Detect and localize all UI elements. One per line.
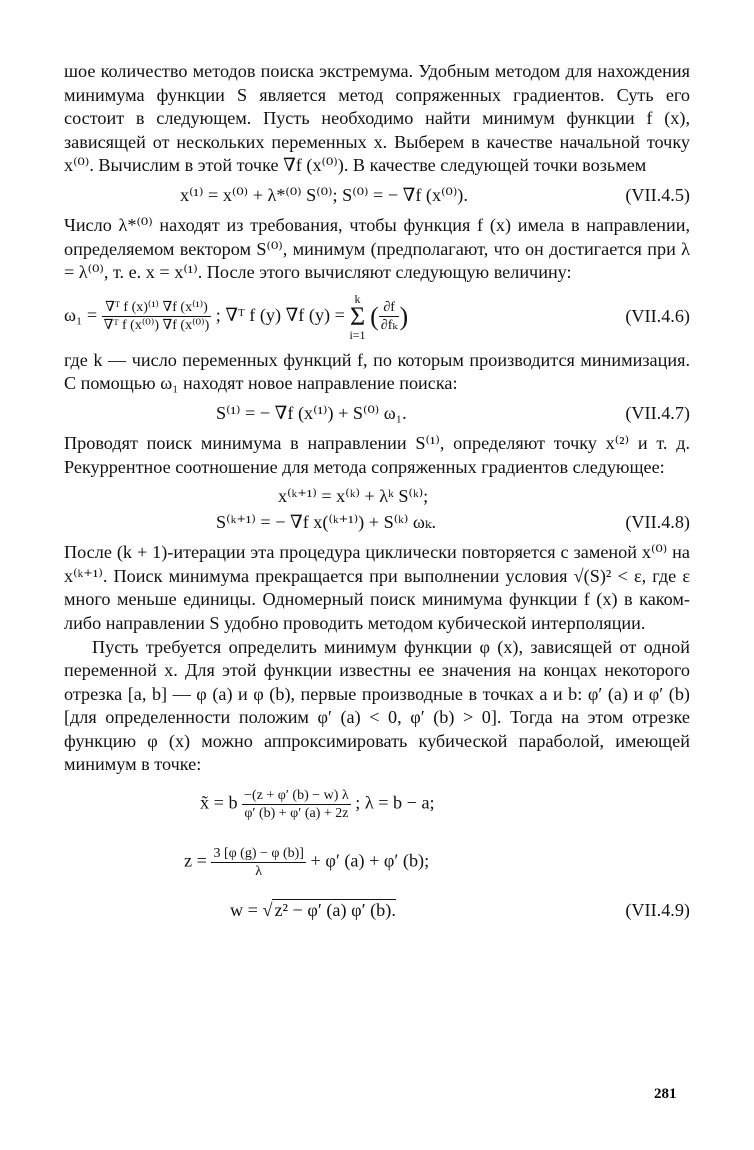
equation-number: (VII.4.5) <box>625 184 690 205</box>
sum-lower-limit: i=1 <box>349 327 366 342</box>
page-number: 281 <box>654 1086 677 1102</box>
omega-lhs: ω₁ = <box>64 304 98 325</box>
equation-number: (VII.4.8) <box>625 512 690 533</box>
page-body <box>64 60 690 929</box>
w-lhs: w = √ <box>230 900 273 921</box>
gradient-product: ; ∇ᵀ f (y) ∇f (y) = <box>215 304 345 325</box>
equation-vii-4-7 <box>64 402 690 426</box>
equation-number: (VII.4.7) <box>625 402 690 423</box>
partial-fraction <box>379 299 400 334</box>
equation-formula: S⁽ᵏ⁺¹⁾ = − ∇f x(⁽ᵏ⁺¹⁾) + S⁽ᵏ⁾ ωₖ. <box>216 512 437 533</box>
paragraph-6: Пусть требуется определить минимум функции φ (x), зависящей от одной переменной x. Для этой функции известны ее значения на концах некоторого отрезка [a, b] — φ (a) и φ (b), первые производные в точках a и b: φ′ (a) и φ′ (b) [для определенности положим φ′ (a) < 0, φ′ (b) > 0]. Тогда на этом отрезке функцию φ (x) можно аппроксимировать кубической параболой, имеющей минимум в точке: <box>64 636 690 775</box>
fraction-numerator: −(z + φ′ (b) − w) λ <box>244 788 349 804</box>
paragraph-5: После (k + 1)-итерации эта процедура циклически повторяется с заменой x⁽⁰⁾ на x⁽ᵏ⁺¹⁾. Поиск минимума прекращается при выполнении условия √(S)² < ε, где ε много меньше единицы. Одномерный поиск минимума функции f (x) в каком-либо направлении S удобно проводить методом кубической интерполяции. <box>64 542 690 633</box>
equation-vii-4-9b <box>64 841 690 893</box>
paragraph-4: Проводят поиск минимума в направлении S⁽¹⁾, определяют точку x⁽²⁾ и т. д. Рекуррентное соотношение для метода сопряженных градиентов следующее: <box>64 432 690 477</box>
z-rhs: + φ′ (a) + φ′ (b); <box>310 850 430 871</box>
z-lhs: z = <box>184 850 207 871</box>
paragraph-1: шое количество методов поиска экстремума. Удобным методом для нахождения минимума функции S является метод сопряженных градиентов. Суть его состоит в следующем. Пусть необходимо найти минимум функции f (x), зависящей от нескольких переменных x. Выберем в качестве начальной точку x⁽⁰⁾. Вычислим в этой точке ∇f (x⁽⁰⁾). В качестве следующей точки возьмем <box>64 61 690 176</box>
fraction-numerator: 3 [φ (g) − φ (b)] <box>213 846 304 862</box>
fraction-numerator: ∇ᵀ f (x)⁽¹⁾ ∇f (x⁽¹⁾) <box>102 299 212 317</box>
fraction-denominator: φ′ (b) + φ′ (a) + 2z <box>244 806 349 822</box>
equation-formula: x⁽ᵏ⁺¹⁾ = x⁽ᵏ⁾ + λᵏ S⁽ᵏ⁾; <box>278 486 429 507</box>
equation-formula <box>64 293 408 341</box>
paragraph-2: Число λ*⁽⁰⁾ находят из требования, чтобы функция f (x) имела в направлении, определяемом вектором S⁽⁰⁾, минимум (предполагают, что он достигается при λ = λ⁽⁰⁾, т. е. x = x⁽¹⁾. После этого вычисляют следующую величину: <box>64 214 690 283</box>
equation-vii-4-9a <box>64 783 690 835</box>
equation-formula <box>184 845 429 880</box>
equation-formula <box>200 787 435 822</box>
equation-number: (VII.4.9) <box>625 900 690 921</box>
equation-vii-4-5 <box>64 184 690 208</box>
left-paren: ( <box>370 301 379 331</box>
partial-denominator: ∂fₖ <box>380 318 398 334</box>
equation-vii-4-9c <box>64 899 690 923</box>
equation-formula: x⁽¹⁾ = x⁽⁰⁾ + λ*⁽⁰⁾ S⁽⁰⁾; S⁽⁰⁾ = − ∇f (x⁽⁰⁾). <box>180 184 468 205</box>
paragraph-3: где k — число переменных функций f, по которым производится минимизация. С помощью ω₁ находят новое направление поиска: <box>64 349 690 394</box>
equation-formula <box>230 899 396 923</box>
equation-vii-4-8b <box>64 511 690 535</box>
fraction <box>211 845 306 880</box>
fraction-denominator: λ <box>255 864 263 880</box>
fraction <box>102 299 212 334</box>
sigma-symbol: Σ <box>349 301 366 331</box>
lambda-definition: ; λ = b − a; <box>355 792 435 813</box>
equation-vii-4-8a <box>64 485 690 509</box>
radicand: z² − φ′ (a) φ′ (b). <box>274 900 396 921</box>
fraction-denominator: ∇ᵀ f (x⁽⁰⁾) ∇f (x⁽⁰⁾) <box>103 318 210 334</box>
fraction <box>242 787 351 822</box>
equation-formula: S⁽¹⁾ = − ∇f (x⁽¹⁾) + S⁽⁰⁾ ω₁. <box>216 402 407 423</box>
partial-numerator: ∂f <box>379 299 400 317</box>
equation-vii-4-6 <box>64 291 690 343</box>
equation-number: (VII.4.6) <box>625 305 690 326</box>
sum-upper-limit: k <box>354 291 361 306</box>
right-paren: ) <box>399 301 409 331</box>
summation <box>349 293 365 341</box>
x-tilde-lhs: x̃ = b <box>200 792 238 813</box>
